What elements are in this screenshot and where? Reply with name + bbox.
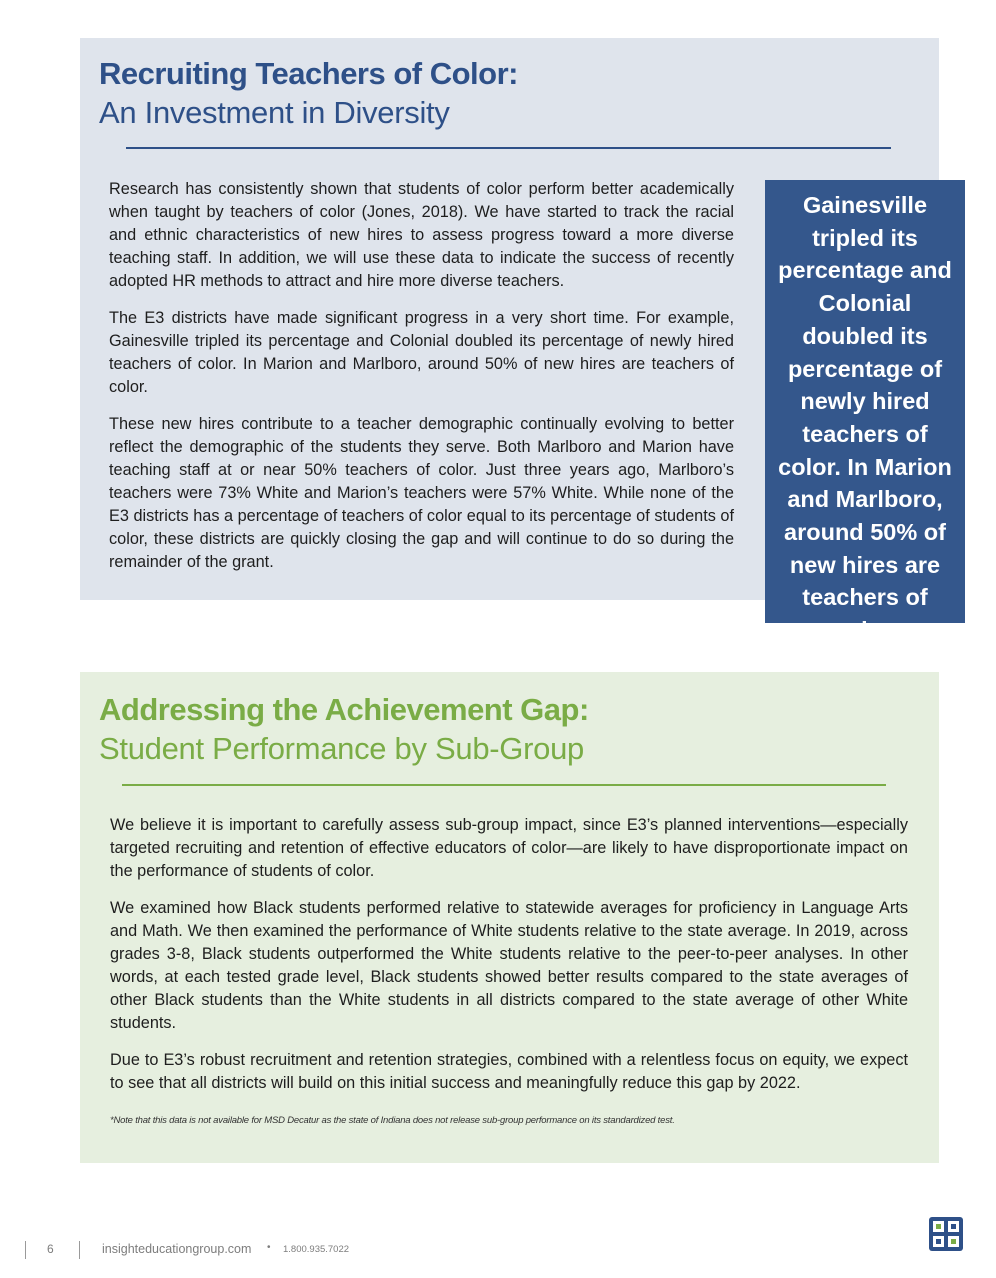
- page-number: 6: [47, 1242, 54, 1256]
- section2-subtitle: Student Performance by Sub-Group: [99, 731, 584, 766]
- insight-logo-icon: [929, 1217, 963, 1251]
- footer-divider-left: [25, 1241, 26, 1259]
- section1-title: Recruiting Teachers of Color:: [99, 56, 518, 91]
- section1-subtitle: An Investment in Diversity: [99, 95, 450, 130]
- section2-divider: [122, 784, 886, 786]
- section2-body: [110, 814, 908, 1109]
- footer-website-link[interactable]: insighteducationgroup.com: [102, 1242, 252, 1256]
- section1-paragraph-3: These new hires contribute to a teacher demographic continually evolving to better reflect the demographic of the students they serve. Both Marlboro and Marion have teaching staff at or near 50% teachers of color. Just three years ago, Marlboro’s teachers were 73% White and Marion’s teachers were 57% White. While none of the E3 districts has a percentage of teachers of color equal to its percentage of students of color, these districts are quickly closing the gap and will continue to do so during the remainder of the grant.: [109, 415, 734, 571]
- page-footer: [0, 1241, 996, 1261]
- callout-box: Gainesville tripled its percentage and Colonial doubled its percentage of newly hired teachers of color. In Marion and Marlboro, around 50% of new hires are teachers of color.: [765, 180, 965, 623]
- section2-title: Addressing the Achievement Gap:: [99, 692, 589, 727]
- section2-paragraph-1: We believe it is important to carefully assess sub-group impact, since E3’s planned interventions—especially targeted recruiting and retention of effective educators of color—are likely to have disproportionate impact on the performance of students of color.: [110, 816, 908, 880]
- footer-separator: •: [267, 1242, 271, 1253]
- section2-paragraph-2: We examined how Black students performed relative to statewide averages for proficiency in Language Arts and Math. We then examined the performance of White students relative to the state average. In 2019, across grades 3-8, Black students outperformed the White students relative to the peer-to-peer analyses. In other words, at each tested grade level, Black students showed better results compared to the state averages of other Black students than the White students in all districts compared to the state average of other White students.: [110, 899, 908, 1032]
- footnote: *Note that this data is not available for MSD Decatur as the state of Indiana does not release sub-group performance on its standardized test.: [110, 1115, 675, 1126]
- section1-divider: [126, 147, 891, 149]
- footer-divider-right: [79, 1241, 80, 1259]
- footer-phone: 1.800.935.7022: [283, 1244, 350, 1255]
- section2-paragraph-3: Due to E3’s robust recruitment and retention strategies, combined with a relentless focus on equity, we expect to see that all districts will build on this initial success and meaningfully reduce this gap by 2022.: [110, 1051, 908, 1092]
- section1-paragraph-2: The E3 districts have made significant progress in a very short time. For example, Gainesville tripled its percentage and Colonial doubled its percentage of newly hired teachers of color. In Marion and Marlboro, around 50% of new hires are teachers of color.: [109, 309, 734, 396]
- section1-paragraph-1: Research has consistently shown that students of color perform better academically when taught by teachers of color (Jones, 2018). We have started to track the racial and ethnic characteristics of new hires to assess progress toward a more diverse teaching staff. In addition, we will use these data to indicate the success of recently adopted HR methods to attract and hire more diverse teachers.: [109, 180, 734, 290]
- section1-body: [109, 178, 734, 588]
